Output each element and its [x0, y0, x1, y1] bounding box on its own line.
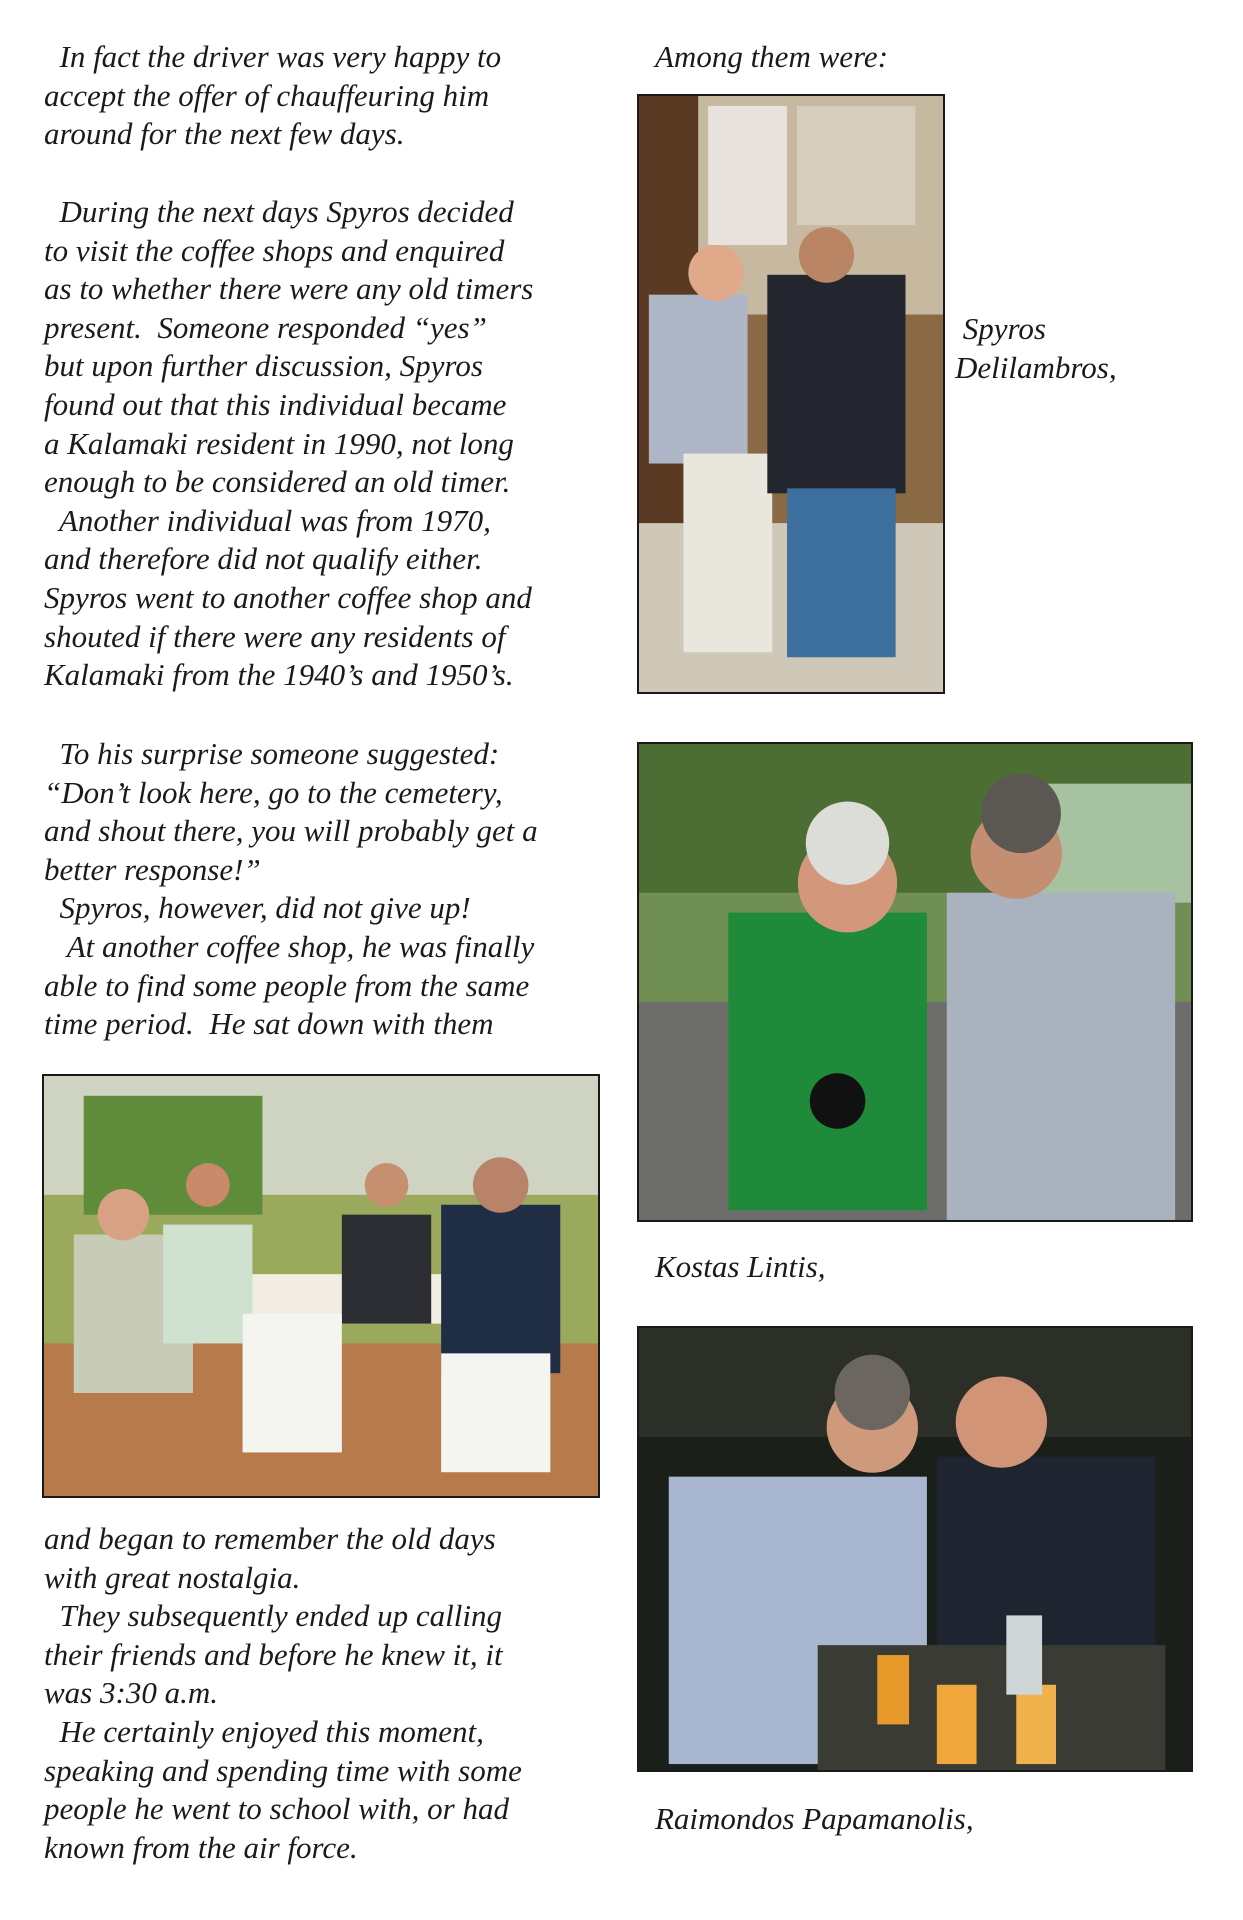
photo-kostas-lintis-image — [639, 744, 1191, 1220]
paragraph-cemetery: To his surprise someone suggested: “Don’t look here, go to the cemetery, and shout there, you will probably get a better response!” Spyros, however, did not give up! At another coffee shop, he was finally able to find some people from the same time period. He sat down with them — [44, 736, 538, 1042]
photo-raimondos-papamanolis — [637, 1326, 1193, 1772]
photo-raimondos-papamanolis-image — [639, 1328, 1191, 1770]
caption-raimondos-papamanolis: Raimondos Papamanolis, — [655, 1801, 974, 1836]
photo-old-timers-cafe — [42, 1074, 600, 1498]
caption-kostas-lintis: Kostas Lintis, — [655, 1249, 826, 1284]
paragraph-driver: In fact the driver was very happy to accept the offer of chauffeuring him around for the next few days. — [44, 39, 502, 152]
photo-spyros-delilambros-image — [639, 96, 943, 692]
caption-spyros-delilambros: Spyros Delilambros, — [955, 311, 1117, 385]
among-them-heading: Among them were: — [655, 39, 889, 74]
photo-spyros-delilambros — [637, 94, 945, 694]
paragraph-coffee-shops: During the next days Spyros decided to visit the coffee shops and enquired as to whether there were any old timers present. Someone responded “yes” but upon further discussion, Spyros found out that this individual became a Kalamaki resident in 1990, not long enough to be considered an old timer. Another individual was from 1970, and therefore did not qualify either. Spyros went to another coffee shop and shouted if there were any residents of Kalamaki from the 1940’s and 1950’s. — [44, 194, 534, 693]
paragraph-nostalgia: and began to remember the old days with great nostalgia. They subsequently ended up calling their friends and before he knew it, it was 3:30 a.m. He certainly enjoyed this moment, speaking and spending time with some people he went to school with, or had known from the air force. — [44, 1521, 522, 1865]
photo-kostas-lintis — [637, 742, 1193, 1222]
photo-old-timers-cafe-image — [44, 1076, 598, 1496]
